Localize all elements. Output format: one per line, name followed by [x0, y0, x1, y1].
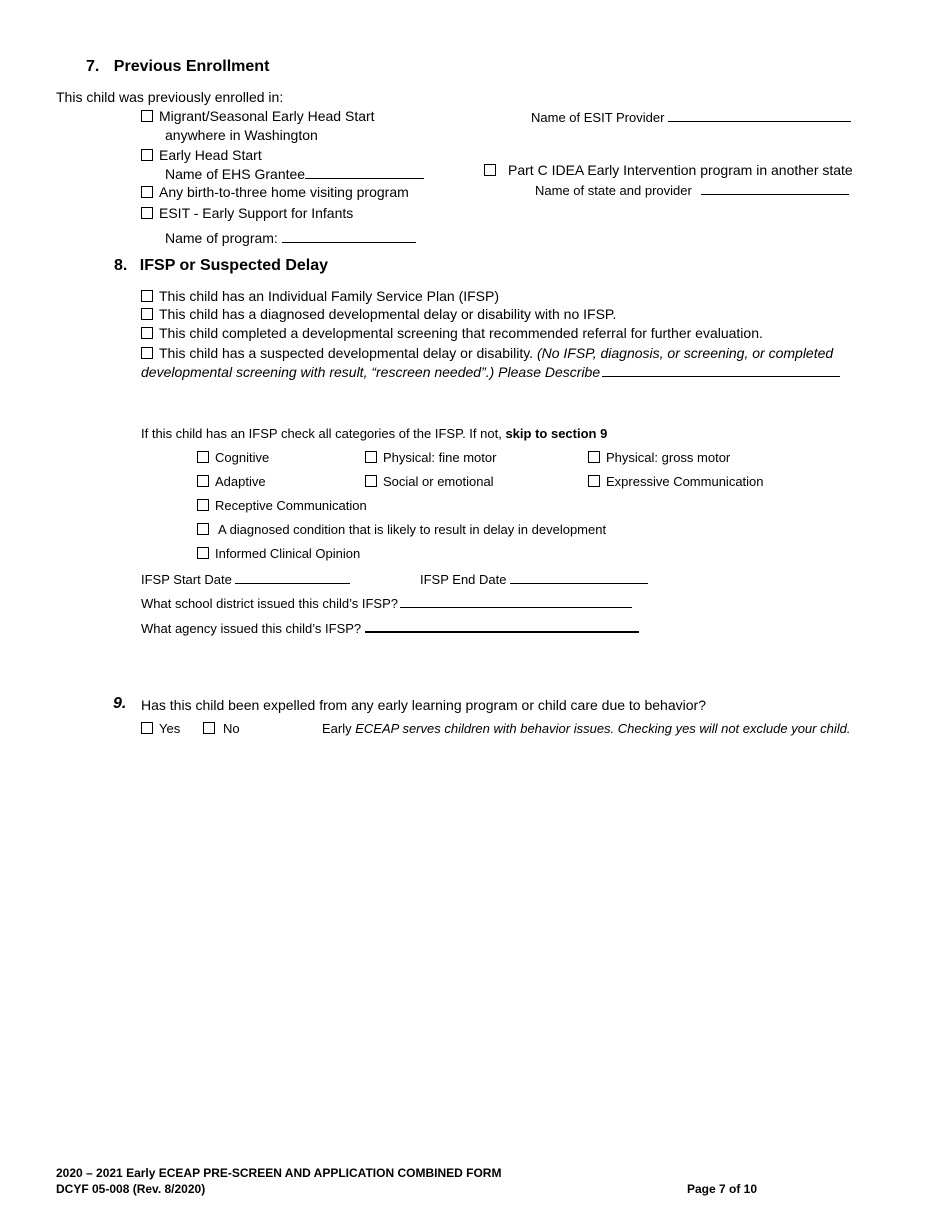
- ifsp-end-date-input[interactable]: [510, 571, 648, 584]
- school-district-label: What school district issued this child’s IFSP?: [141, 596, 398, 611]
- footer-form-title: 2020 – 2021 Early ECEAP PRE-SCREEN AND APPLICATION COMBINED FORM: [56, 1166, 502, 1180]
- adaptive-checkbox[interactable]: [197, 475, 209, 487]
- esit-checkbox[interactable]: [141, 207, 153, 219]
- ifsp-end-date-label: IFSP End Date: [420, 572, 507, 587]
- category-expressive: [588, 474, 764, 490]
- ehs-checkbox[interactable]: [141, 149, 153, 161]
- ehs-label: Early Head Start: [159, 147, 262, 163]
- section-8-number: 8.: [114, 257, 128, 274]
- has-ifsp-checkbox[interactable]: [141, 290, 153, 302]
- expelled-no-checkbox[interactable]: [203, 722, 215, 734]
- social-label: Social or emotional: [383, 474, 494, 489]
- home-visiting-label: Any birth-to-three home visiting program: [159, 184, 409, 200]
- suspected-note-line2: developmental screening with result, “rescreen needed”.) Please Describe: [141, 364, 601, 380]
- section-9-note-prefix: Early: [322, 721, 352, 736]
- option-home-visiting: [141, 184, 409, 201]
- fine-motor-checkbox[interactable]: [365, 451, 377, 463]
- fine-motor-label: Physical: fine motor: [383, 450, 497, 465]
- social-checkbox[interactable]: [365, 475, 377, 487]
- suspected-describe-input[interactable]: [602, 364, 840, 377]
- section-7-number: 7.: [86, 58, 100, 75]
- has-ifsp-label: This child has an Individual Family Service Plan (IFSP): [159, 288, 500, 304]
- footer-page-number: Page 7 of 10: [687, 1182, 758, 1196]
- ehs-grantee-label: Name of EHS Grantee: [165, 166, 306, 182]
- option-migrant-ehs: [141, 108, 375, 125]
- suspected-checkbox[interactable]: [141, 347, 153, 359]
- category-cognitive: [197, 450, 269, 466]
- screening-checkbox[interactable]: [141, 327, 153, 339]
- adaptive-label: Adaptive: [215, 474, 266, 489]
- section-7-title: Previous Enrollment: [113, 58, 270, 75]
- home-visiting-checkbox[interactable]: [141, 186, 153, 198]
- category-clinical-opinion: [197, 546, 360, 562]
- expelled-yes-label: Yes: [159, 721, 181, 736]
- school-district-field: [141, 595, 632, 612]
- gross-motor-checkbox[interactable]: [588, 451, 600, 463]
- option-screening: [141, 325, 763, 342]
- section-9-number: 9.: [113, 695, 127, 712]
- section-9-question: Has this child been expelled from any early learning program or child care due to behavior?: [141, 697, 706, 713]
- option-suspected: [141, 345, 833, 362]
- cognitive-label: Cognitive: [215, 450, 270, 465]
- ehs-grantee-input[interactable]: [305, 166, 424, 179]
- esit-provider-label: Name of ESIT Provider: [531, 110, 665, 125]
- categories-intro: [141, 426, 607, 442]
- expelled-yes-option: [141, 721, 180, 737]
- category-adaptive: [197, 474, 266, 490]
- part-c-checkbox[interactable]: [484, 164, 496, 176]
- ifsp-end-date-field: [420, 571, 648, 588]
- expressive-checkbox[interactable]: [588, 475, 600, 487]
- diagnosed-condition-label: A diagnosed condition that is likely to result in delay in development: [218, 522, 607, 537]
- ehs-grantee-field: [165, 166, 424, 183]
- category-fine-motor: [365, 450, 496, 466]
- section-8-title: IFSP or Suspected Delay: [139, 257, 329, 274]
- part-c-label: Part C IDEA Early Intervention program in another state: [508, 162, 853, 178]
- esit-provider-field: [531, 109, 851, 126]
- section-9-note-text: ECEAP serves children with behavior issues. Checking yes will not exclude your child.: [355, 721, 851, 736]
- state-provider-label: Name of state and provider: [535, 183, 692, 198]
- cognitive-checkbox[interactable]: [197, 451, 209, 463]
- suspected-note-line1: (No IFSP, diagnosis, or screening, or completed: [536, 345, 834, 361]
- program-name-field: [165, 230, 416, 247]
- section-8-heading: [114, 257, 328, 275]
- expelled-no-label: No: [223, 721, 240, 736]
- ifsp-start-date-label: IFSP Start Date: [141, 572, 232, 587]
- expelled-no-option: [203, 721, 240, 737]
- diagnosed-checkbox[interactable]: [141, 308, 153, 320]
- agency-input[interactable]: [365, 619, 639, 633]
- diagnosed-label: This child has a diagnosed developmental delay or disability with no IFSP.: [159, 306, 617, 322]
- section-9-note: [322, 721, 850, 737]
- expressive-label: Expressive Communication: [606, 474, 764, 489]
- suspected-describe-field: [141, 364, 840, 381]
- category-social: [365, 474, 494, 490]
- section-7-intro: This child was previously enrolled in:: [56, 89, 284, 105]
- gross-motor-label: Physical: gross motor: [606, 450, 731, 465]
- expelled-yes-checkbox[interactable]: [141, 722, 153, 734]
- migrant-ehs-label-line2: anywhere in Washington: [165, 127, 318, 143]
- agency-label: What agency issued this child’s IFSP?: [141, 621, 362, 636]
- esit-label: ESIT - Early Support for Infants: [159, 205, 354, 221]
- state-provider-input[interactable]: [701, 182, 849, 195]
- option-diagnosed: [141, 306, 616, 323]
- receptive-label: Receptive Communication: [215, 498, 367, 513]
- option-ehs: [141, 147, 262, 164]
- option-part-c: [484, 162, 853, 179]
- category-diagnosed-condition: [197, 522, 606, 538]
- option-esit: [141, 205, 353, 222]
- esit-provider-input[interactable]: [668, 109, 851, 122]
- clinical-opinion-checkbox[interactable]: [197, 547, 209, 559]
- clinical-opinion-label: Informed Clinical Opinion: [215, 546, 361, 561]
- state-provider-field: [535, 182, 849, 199]
- categories-intro-text: If this child has an IFSP check all categories of the IFSP. If not,: [141, 426, 502, 441]
- receptive-checkbox[interactable]: [197, 499, 209, 511]
- diagnosed-condition-checkbox[interactable]: [197, 523, 209, 535]
- footer-form-id: DCYF 05-008 (Rev. 8/2020): [56, 1182, 206, 1196]
- ifsp-start-date-input[interactable]: [235, 571, 350, 584]
- school-district-input[interactable]: [400, 595, 632, 608]
- migrant-ehs-label: Migrant/Seasonal Early Head Start: [159, 108, 375, 124]
- category-receptive: [197, 498, 367, 514]
- option-has-ifsp: [141, 288, 499, 305]
- ifsp-start-date-field: [141, 571, 350, 588]
- migrant-ehs-checkbox[interactable]: [141, 110, 153, 122]
- program-name-input[interactable]: [282, 230, 416, 243]
- category-gross-motor: [588, 450, 730, 466]
- screening-label: This child completed a developmental screening that recommended referral for further evaluation.: [159, 325, 763, 341]
- suspected-label: This child has a suspected developmental delay or disability.: [159, 345, 534, 361]
- agency-field: [141, 619, 639, 637]
- section-7-heading: [86, 58, 269, 76]
- program-name-label: Name of program:: [165, 230, 278, 246]
- categories-skip-text: skip to section 9: [505, 426, 608, 441]
